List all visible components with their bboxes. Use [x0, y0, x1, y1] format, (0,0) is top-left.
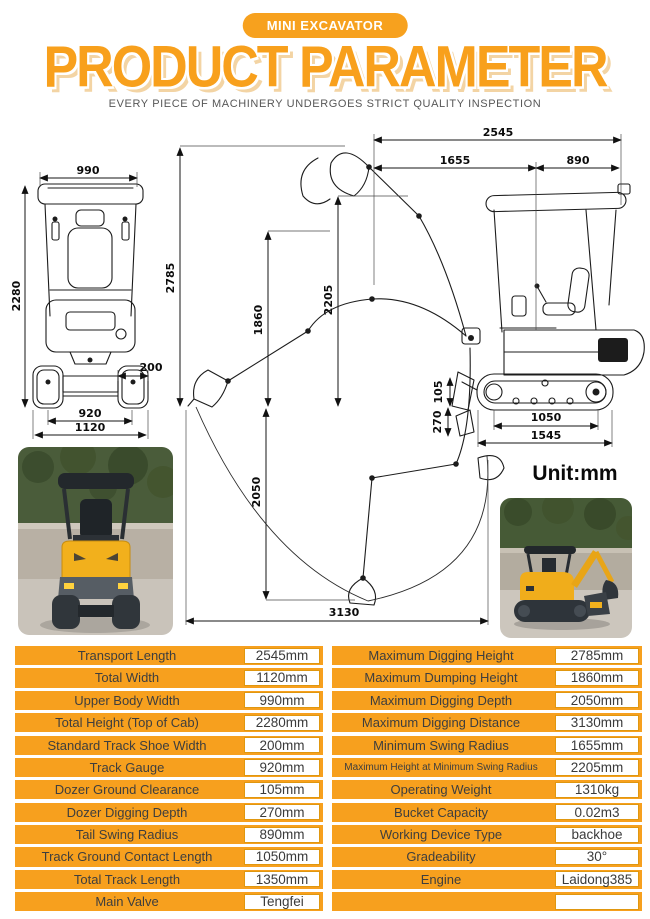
- dim-label-dig-height: 2785: [164, 262, 177, 294]
- spec-label: Maximum Dumping Height: [364, 670, 518, 686]
- spec-value: 30°: [555, 849, 639, 865]
- dim-label-track-shoe: 200: [139, 361, 163, 374]
- dim-label-min-swing: 1655: [439, 154, 471, 167]
- spec-value: 2785mm: [555, 648, 639, 664]
- dim-label-dig-depth: 2050: [250, 476, 263, 508]
- spec-value: Laidong385: [555, 871, 639, 887]
- dim-label-total-width: 1120: [74, 421, 106, 434]
- dim-label-track-gauge: 920: [78, 407, 102, 420]
- spec-row: [15, 825, 323, 844]
- spec-row: [15, 892, 323, 911]
- spec-label: Transport Length: [77, 648, 177, 664]
- spec-label: Operating Weight: [390, 782, 492, 798]
- page-title: PRODUCT PARAMETER: [43, 35, 607, 101]
- spec-value: 990mm: [244, 692, 320, 708]
- spec-row: [332, 736, 642, 755]
- spec-row: [15, 758, 323, 777]
- spec-table-left: [15, 646, 323, 911]
- spec-row: [332, 713, 642, 732]
- spec-value: 2280mm: [244, 715, 320, 731]
- spec-label: Maximum Digging Height: [368, 648, 514, 664]
- spec-label: Maximum Height at Minimum Swing Radius: [344, 761, 538, 773]
- spec-row: [15, 780, 323, 799]
- spec-label: Dozer Digging Depth: [66, 804, 188, 820]
- dim-label-track-length: 1545: [530, 429, 562, 442]
- dim-label-dig-distance: 3130: [328, 606, 360, 619]
- spec-value: 1310kg: [555, 782, 639, 798]
- spec-value: 890mm: [244, 827, 320, 843]
- spec-row: [332, 668, 642, 687]
- spec-row: [332, 691, 642, 710]
- dim-label-top-width: 990: [76, 164, 100, 177]
- digging-envelope-arc: [196, 407, 488, 601]
- spec-row: [332, 780, 642, 799]
- spec-value: 1120mm: [244, 670, 320, 686]
- spec-value: [555, 894, 639, 910]
- spec-label: Working Device Type: [379, 827, 503, 843]
- dim-label-total-height: 2280: [10, 280, 23, 312]
- dim-label-ground-clearance: 105: [432, 380, 445, 404]
- spec-row: [15, 870, 323, 889]
- spec-label: Track Ground Contact Length: [41, 849, 213, 865]
- spec-label: Bucket Capacity: [394, 804, 488, 820]
- dim-label-height-min-swing: 2205: [322, 284, 335, 316]
- spec-value: 0.02m3: [555, 804, 639, 820]
- spec-label: Minimum Swing Radius: [373, 737, 509, 753]
- spec-value: 1350mm: [244, 871, 320, 887]
- spec-row: [15, 668, 323, 687]
- photo-rear-view-image: [18, 447, 173, 635]
- spec-label: Total Width: [94, 670, 160, 686]
- spec-row: [332, 825, 642, 844]
- spec-row: [332, 758, 642, 777]
- spec-row: [332, 870, 642, 889]
- spec-value: 2205mm: [555, 759, 639, 775]
- spec-value: 2050mm: [555, 692, 639, 708]
- spec-table-right: [332, 646, 642, 911]
- dim-label-contact-length: 1050: [530, 411, 562, 424]
- spec-value: 2545mm: [244, 648, 320, 664]
- spec-label: [332, 892, 550, 911]
- spec-row: [15, 646, 323, 665]
- spec-label: Dozer Ground Clearance: [54, 782, 200, 798]
- dim-label-transport-length: 2545: [482, 126, 514, 139]
- dim-label-dozer-depth: 270: [431, 410, 444, 434]
- spec-value: 200mm: [244, 737, 320, 753]
- mini-excavator-badge: MINI EXCAVATOR: [243, 13, 408, 38]
- photo-rear-view: [18, 447, 173, 635]
- page-subtitle: EVERY PIECE OF MACHINERY UNDERGOES STRICT QUALITY INSPECTION: [108, 98, 542, 110]
- rear-view-drawing: [33, 184, 148, 408]
- spec-value: 1050mm: [244, 849, 320, 865]
- spec-value: 1860mm: [555, 670, 639, 686]
- spec-label: Upper Body Width: [74, 692, 180, 708]
- spec-label: Total Track Length: [73, 871, 181, 887]
- dim-label-tail-swing: 890: [566, 154, 590, 167]
- spec-row: [332, 646, 642, 665]
- spec-label: Standard Track Shoe Width: [47, 737, 207, 753]
- spec-value: 105mm: [244, 782, 320, 798]
- spec-row: [15, 713, 323, 732]
- spec-value: backhoe: [555, 827, 639, 843]
- photo-side-view-image: [500, 498, 632, 638]
- spec-row: [15, 736, 323, 755]
- spec-label: Main Valve: [95, 894, 159, 910]
- spec-row: [332, 803, 642, 822]
- spec-label: Gradeability: [406, 849, 476, 865]
- spec-value: 1655mm: [555, 737, 639, 753]
- spec-label: Tail Swing Radius: [75, 827, 179, 843]
- spec-label: Track Gauge: [89, 759, 165, 775]
- spec-row: [332, 892, 642, 911]
- spec-row: [332, 847, 642, 866]
- spec-row: [15, 691, 323, 710]
- spec-label: Maximum Digging Depth: [369, 692, 513, 708]
- unit-label: Unit:mm: [532, 462, 618, 485]
- photo-side-view: [500, 498, 632, 638]
- spec-value: 920mm: [244, 759, 320, 775]
- spec-row: [15, 803, 323, 822]
- spec-label: Total Height (Top of Cab): [55, 715, 199, 731]
- spec-row: [15, 847, 323, 866]
- spec-value: 3130mm: [555, 715, 639, 731]
- spec-label: Maximum Digging Distance: [361, 715, 521, 731]
- spec-value: Tengfei: [244, 894, 320, 910]
- dim-label-dump-height: 1860: [252, 304, 265, 336]
- spec-label: Engine: [420, 871, 462, 887]
- spec-value: 270mm: [244, 804, 320, 820]
